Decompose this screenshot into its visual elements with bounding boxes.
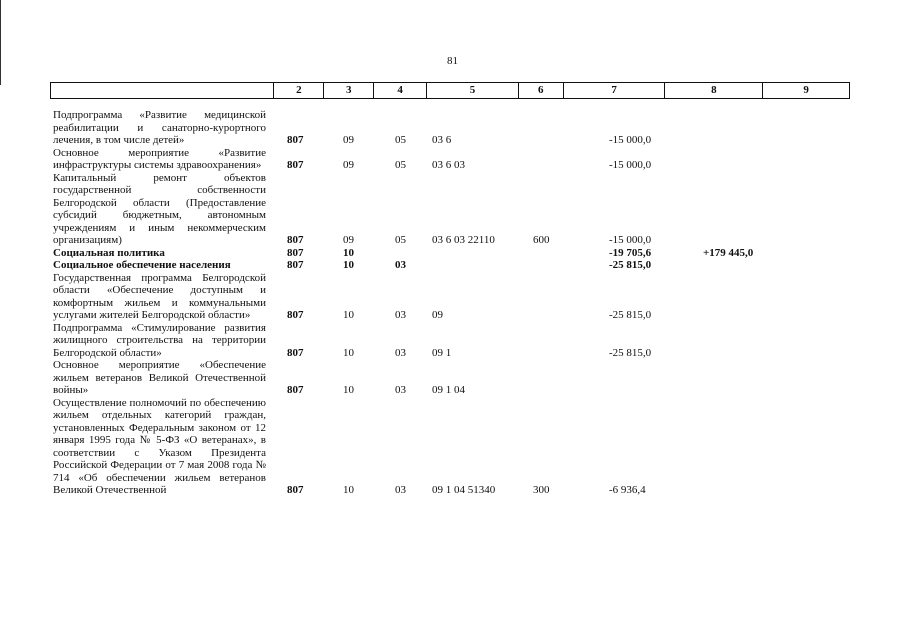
row-col-4: 03 [395, 484, 406, 496]
row-col-5: 09 [432, 309, 443, 321]
table-row [53, 397, 853, 497]
row-col-3: 09 [343, 134, 354, 146]
row-col-7: -25 815,0 [609, 259, 652, 271]
row-description: Социальное обеспечение населения [53, 259, 231, 271]
row-col-4: 03 [395, 259, 406, 271]
row-description: Подпрограмма «Стимулирование развития жилищного строительства на территории Белгородской области» [53, 321, 266, 359]
row-col-4: 05 [395, 134, 406, 146]
row-col-4: 05 [395, 234, 406, 246]
table-row [53, 322, 853, 360]
table-row [53, 109, 853, 147]
header-col-8: 8 [665, 83, 763, 98]
header-col-2: 2 [274, 83, 324, 98]
header-col-7: 7 [564, 83, 666, 98]
row-col-3: 10 [343, 346, 354, 359]
page-number: 81 [447, 55, 458, 67]
row-col-4: 03 [395, 346, 406, 359]
row-col-2: 807 [287, 484, 304, 496]
row-col-3: 10 [343, 309, 354, 321]
row-col-7: -15 000,0 [609, 234, 652, 246]
row-col-2: 807 [287, 234, 304, 246]
row-col-4: 03 [395, 384, 406, 396]
row-description: Государственная программа Белгородской области «Обеспечение доступным и комфортным жильем и коммунальными услугами жителей Белгородской области» [53, 271, 266, 321]
row-col-2: 807 [287, 384, 304, 396]
row-description: Капитальный ремонт объектов государственной собственности Белгородской области (Предоставление субсидий бюджетным, автономным учреждениям и иным некоммерческим организациям) [53, 171, 266, 246]
row-col-3: 10 [343, 484, 354, 496]
row-col-7: -6 936,4 [609, 484, 646, 496]
row-col-3: 10 [343, 259, 354, 271]
row-col-3: 09 [343, 159, 354, 171]
row-col-2: 807 [287, 346, 304, 359]
header-col-4: 4 [374, 83, 427, 98]
row-col-5: 03 6 [432, 134, 452, 146]
row-col-4: 05 [395, 159, 406, 171]
row-col-2: 807 [287, 159, 304, 171]
row-description: Основное мероприятие «Развитие инфраструктуры системы здравоохранения» [53, 146, 266, 171]
row-col-2: 807 [287, 259, 304, 271]
table-row [53, 272, 853, 322]
table-row [53, 247, 853, 260]
row-col-3: 10 [343, 384, 354, 396]
row-col-6: 300 [533, 484, 550, 496]
table-row [53, 147, 853, 172]
header-col-6: 6 [519, 83, 564, 98]
header-col-9: 9 [803, 84, 809, 96]
row-col-8: +179 445,0 [703, 246, 754, 259]
row-description: Подпрограмма «Развитие медицинской реабилитации и санаторно-курортного лечения, в том числе детей» [53, 109, 266, 146]
row-col-7: -15 000,0 [609, 159, 652, 171]
row-col-2: 807 [287, 134, 304, 146]
header-col-3: 3 [324, 83, 374, 98]
table-header [50, 82, 850, 99]
row-col-2: 807 [287, 309, 304, 321]
row-col-5: 03 6 03 22110 [432, 234, 495, 246]
row-col-5: 09 1 [432, 346, 452, 359]
table-row [53, 359, 853, 397]
row-col-3: 10 [343, 246, 354, 259]
row-col-5: 09 1 04 51340 [432, 484, 496, 496]
row-col-7: -25 815,0 [609, 346, 652, 359]
table-row [53, 259, 853, 272]
row-description: Основное мероприятие «Обеспечение жильем ветеранов Великой Отечественной войны» [53, 359, 266, 396]
row-col-4: 03 [395, 309, 406, 321]
row-col-5: 03 6 03 [432, 159, 465, 171]
row-col-5: 09 1 04 [432, 384, 465, 396]
row-col-7: -15 000,0 [609, 134, 652, 146]
row-col-7: -19 705,6 [609, 246, 652, 259]
row-description: Социальная политика [53, 246, 165, 259]
table-body [53, 109, 853, 497]
row-col-6: 600 [533, 234, 550, 246]
table-row [53, 172, 853, 247]
header-col-5: 5 [427, 83, 519, 98]
row-col-3: 09 [343, 234, 354, 246]
row-col-7: -25 815,0 [609, 309, 652, 321]
header-col-1 [51, 83, 274, 98]
row-col-2: 807 [287, 246, 304, 259]
page-edge-mark [0, 0, 1, 85]
row-description: Осуществление полномочий по обеспечению жильем отдельных категорий граждан, установленных Федеральным законом от 12 января 1995 года № 5-ФЗ «О ветеранах», в соответствии с Указом Президента Российской Федерации от 7 мая 2008 года № 714 «Об обеспечении жильем ветеранов Великой Отечественной [53, 396, 266, 496]
